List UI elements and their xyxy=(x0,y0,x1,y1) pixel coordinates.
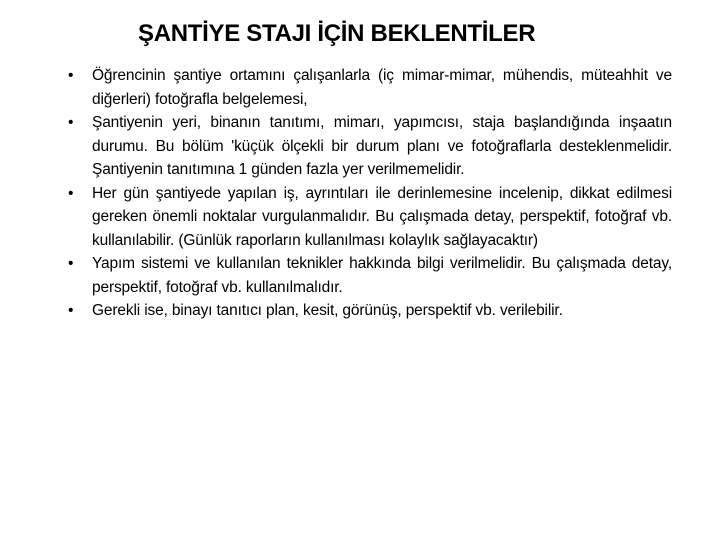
list-item xyxy=(68,182,672,253)
bullet-icon: • xyxy=(68,184,74,202)
bullet-text: Şantiyenin yeri, binanın tanıtımı, mimarı, yapımcısı, staja başlandığında inşaatın durumu. Bu bölüm 'küçük ölçekli bir durum planı ve fotoğraflarla desteklenmelidir. Şantiyenin tanıtımına 1 günden fazla yer verilmemelidir. xyxy=(92,114,672,178)
bullet-icon: • xyxy=(68,302,74,319)
bullet-list xyxy=(68,64,672,323)
bullet-text: Gerekli ise, binayı tanıtıcı plan, kesit, görünüş, perspektif vb. verilebilir. xyxy=(92,302,563,319)
bullet-icon: • xyxy=(68,114,74,131)
page-title: ŞANTİYE STAJI İÇİN BEKLENTİLER xyxy=(138,20,536,47)
bullet-text: Yapım sistemi ve kullanılan teknikler hakkında bilgi verilmelidir. Bu çalışmada detay, perspektif, fotoğraf vb. kullanılmalıdır. xyxy=(92,255,672,296)
list-item xyxy=(68,111,672,182)
bullet-text: Öğrencinin şantiye ortamını çalışanlarla (iç mimar-mimar, mühendis, müteahhit ve diğerleri) fotoğrafla belgelemesi, xyxy=(92,67,672,108)
bullet-icon: • xyxy=(68,255,74,272)
list-item xyxy=(68,299,672,323)
list-item xyxy=(68,252,672,299)
list-item xyxy=(68,64,672,111)
bullet-text: Her gün şantiyede yapılan iş, ayrıntıları ile derinlemesine incelenip, dikkat edilmesi gereken önemli noktalar vurgulanmalıdır. Bu çalışmada detay, perspektif, fotoğraf vb. kullanılabilir. (Günlük raporların kullanılması kolaylık sağlayacaktır) xyxy=(92,184,672,249)
bullet-icon: • xyxy=(68,67,74,84)
